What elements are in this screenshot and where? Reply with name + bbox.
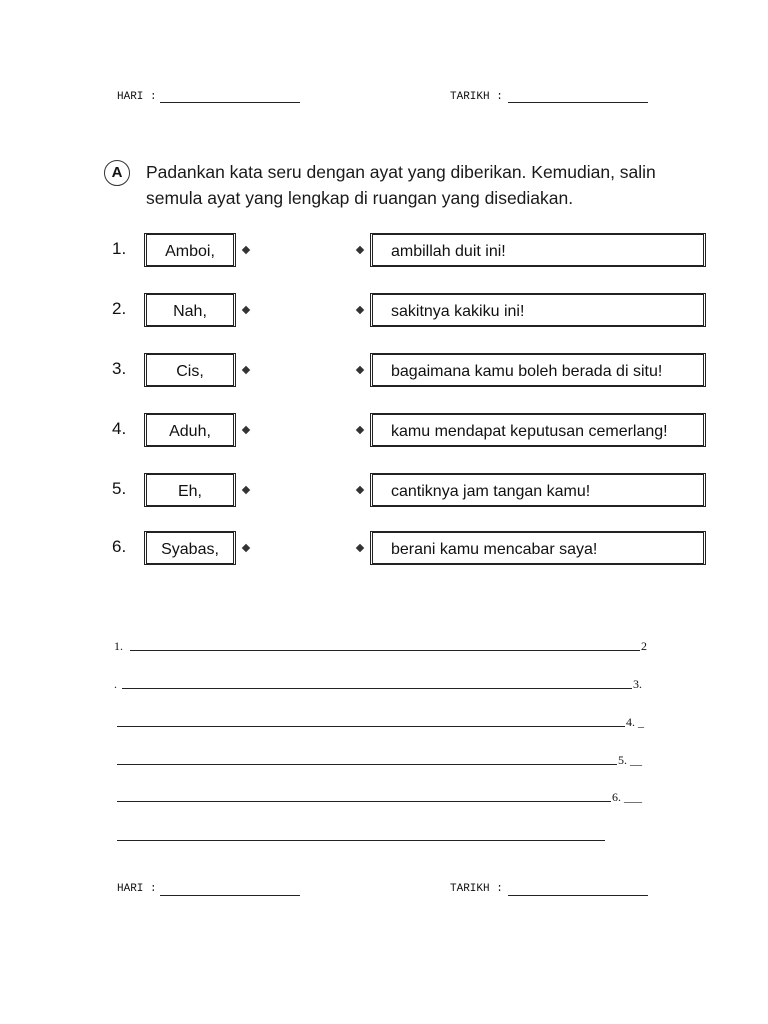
answer-suffix: 6. ___ [612, 790, 642, 804]
match-dot-left[interactable] [242, 426, 250, 434]
item-number: 6. [112, 537, 127, 556]
match-dot-right[interactable] [356, 486, 364, 494]
sentence-box: sakitnya kakiku ini! [370, 293, 706, 327]
match-dot-right[interactable] [356, 426, 364, 434]
answer-suffix: 2 [641, 639, 647, 653]
footer-tarikh-label: TARIKH : [450, 883, 503, 895]
match-dot-right[interactable] [356, 544, 364, 552]
match-dot-left[interactable] [242, 366, 250, 374]
footer-hari-field[interactable] [160, 895, 300, 896]
exclamation-box: Eh, [144, 473, 236, 507]
match-dot-left[interactable] [242, 306, 250, 314]
item-number: 5. [112, 479, 127, 498]
match-dot-left[interactable] [242, 486, 250, 494]
match-dot-right[interactable] [356, 366, 364, 374]
footer-tarikh-field[interactable] [508, 895, 648, 896]
item-number: 3. [112, 359, 127, 378]
answer-line[interactable] [117, 801, 611, 802]
answer-suffix: 3. [633, 677, 642, 691]
exclamation-box: Amboi, [144, 233, 236, 267]
instruction-line-2: semula ayat yang lengkap di ruangan yang disediakan. [146, 188, 574, 208]
answer-prefix: 1. [114, 639, 123, 653]
answer-suffix: 4. _ [626, 715, 644, 729]
section-badge: A [104, 160, 130, 186]
tarikh-label: TARIKH : [450, 91, 503, 103]
answer-suffix: 5. __ [618, 753, 642, 767]
exclamation-box: Cis, [144, 353, 236, 387]
match-dot-right[interactable] [356, 306, 364, 314]
match-dot-left[interactable] [242, 246, 250, 254]
answer-line[interactable] [117, 764, 617, 765]
answer-line[interactable] [122, 688, 632, 689]
hari-label: HARI : [117, 91, 157, 103]
sentence-box: berani kamu mencabar saya! [370, 531, 706, 565]
item-number: 2. [112, 299, 127, 318]
exclamation-box: Syabas, [144, 531, 236, 565]
exclamation-box: Aduh, [144, 413, 236, 447]
answer-line[interactable] [130, 650, 640, 651]
sentence-box: cantiknya jam tangan kamu! [370, 473, 706, 507]
match-dot-left[interactable] [242, 544, 250, 552]
sentence-box: kamu mendapat keputusan cemerlang! [370, 413, 706, 447]
tarikh-field[interactable] [508, 102, 648, 103]
answer-line[interactable] [117, 840, 605, 841]
footer-hari-label: HARI : [117, 883, 157, 895]
answer-line[interactable] [117, 726, 625, 727]
item-number: 4. [112, 419, 127, 438]
hari-field[interactable] [160, 102, 300, 103]
match-dot-right[interactable] [356, 246, 364, 254]
item-number: 1. [112, 239, 127, 258]
exclamation-box: Nah, [144, 293, 236, 327]
sentence-box: ambillah duit ini! [370, 233, 706, 267]
instruction-line-1: Padankan kata seru dengan ayat yang diberikan. Kemudian, salin [146, 162, 656, 182]
answer-prefix: . [114, 677, 117, 691]
sentence-box: bagaimana kamu boleh berada di situ! [370, 353, 706, 387]
